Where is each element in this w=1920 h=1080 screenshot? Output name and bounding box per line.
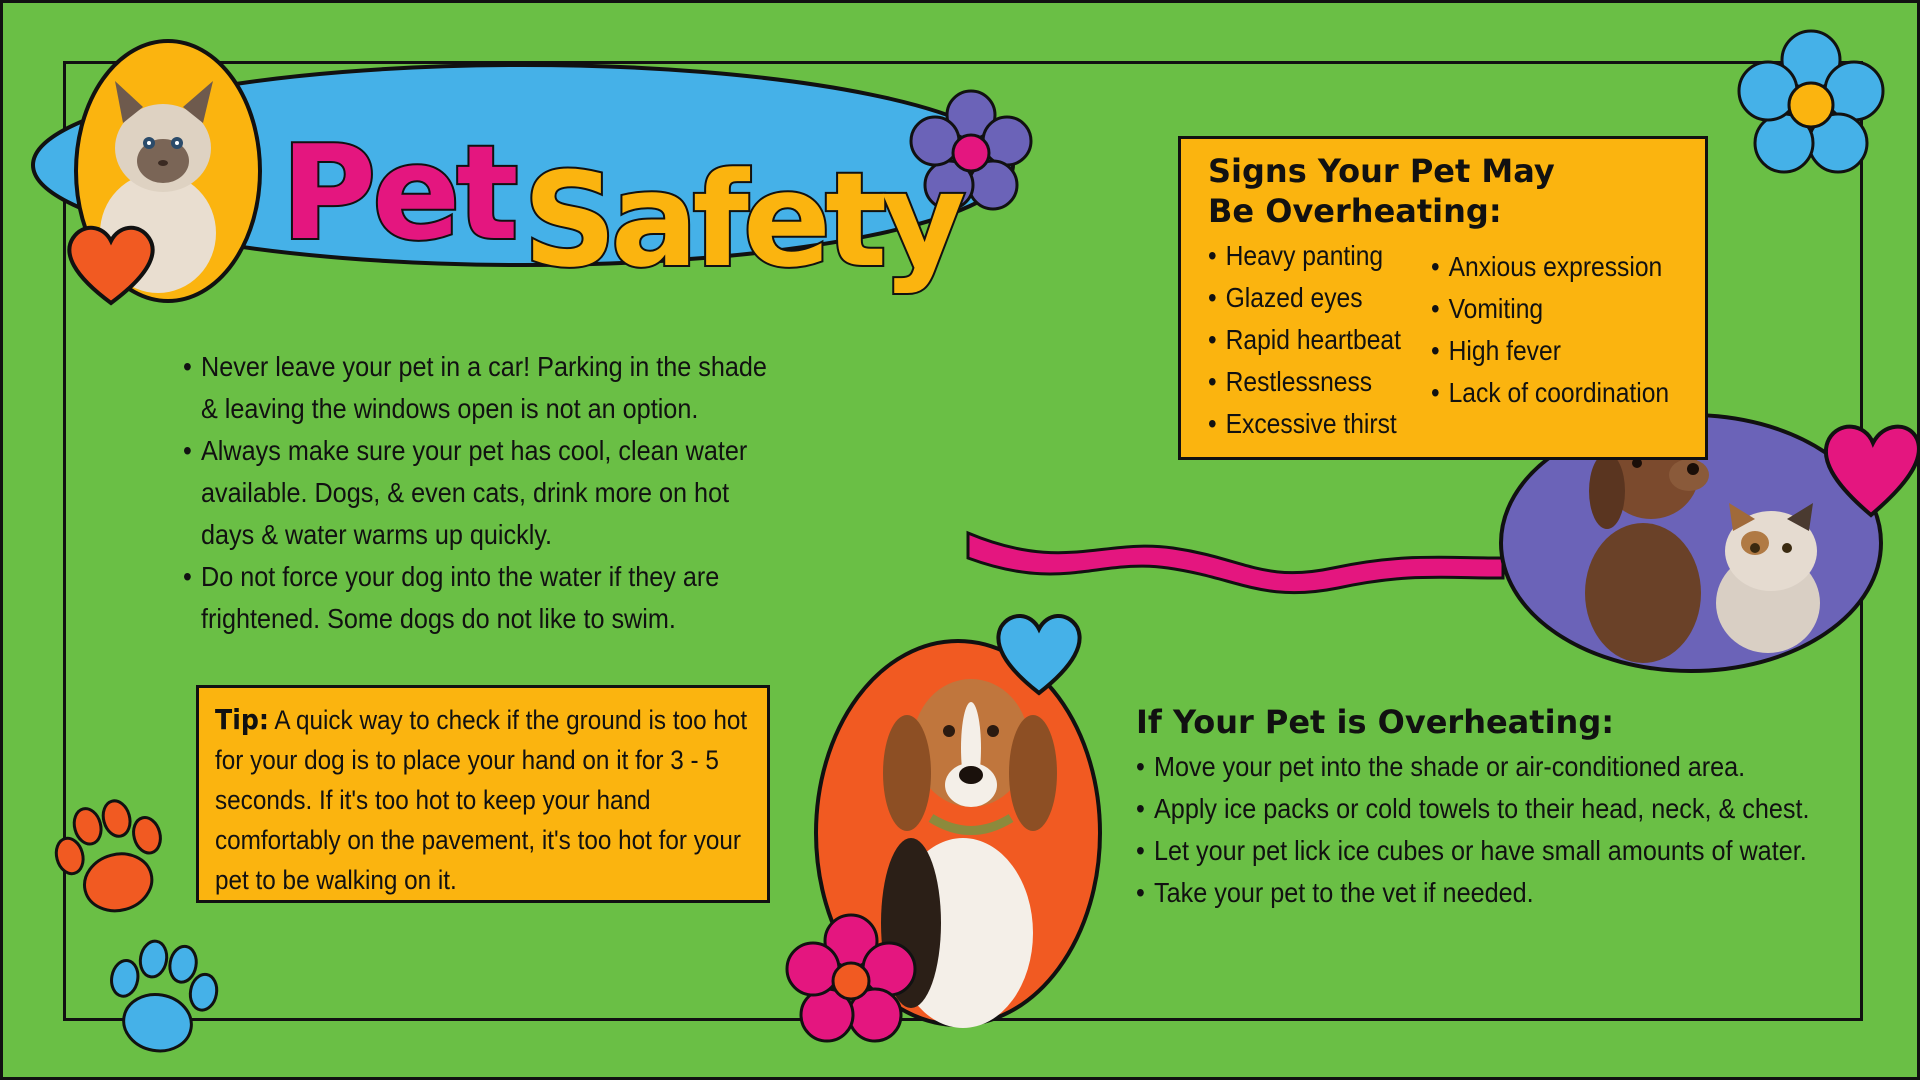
paw-print-icon	[100, 935, 223, 1060]
wave-decoration	[968, 533, 1503, 593]
list-item: • Glazed eyes	[1208, 277, 1437, 319]
list-item: • Rapid heartbeat	[1208, 319, 1437, 361]
list-item: • Let your pet lick ice cubes or have small amounts of water.	[1136, 830, 1820, 872]
tip-text: A quick way to check if the ground is too hot for your dog is to place your hand on it for 3 - 5 seconds. If it's too hot to keep your hand comfortably on the pavement, it's too hot for your pet to be walking on it.	[215, 705, 748, 895]
list-item: • Heavy panting	[1208, 235, 1437, 277]
tip-paragraph	[215, 700, 755, 900]
list-item: • Apply ice packs or cold towels to their head, neck, & chest.	[1136, 788, 1820, 830]
list-item: • Anxious expression	[1431, 246, 1695, 288]
signs-list-right	[1431, 246, 1695, 414]
list-item: • Move your pet into the shade or air-conditioned area.	[1136, 746, 1820, 788]
list-item: • Do not force your dog into the water if they are frightened. Some dogs do not like to swim.	[183, 556, 777, 640]
list-item: • High fever	[1431, 330, 1695, 372]
tip-box	[196, 685, 770, 903]
title-word-pet: Pet	[281, 117, 515, 269]
signs-box	[1178, 136, 1708, 460]
list-item: • Take your pet to the vet if needed.	[1136, 872, 1820, 914]
list-item: • Vomiting	[1431, 288, 1695, 330]
list-item: • Restlessness	[1208, 361, 1437, 403]
list-item: • Lack of coordination	[1431, 372, 1695, 414]
signs-title: Signs Your Pet May Be Overheating:	[1208, 152, 1555, 230]
flower-icon	[1739, 31, 1883, 172]
list-item: • Always make sure your pet has cool, clean water available. Dogs, & even cats, drink more on hot days & water warms up quickly.	[183, 430, 777, 556]
signs-list-left	[1208, 235, 1437, 445]
list-item: • Never leave your pet in a car! Parking in the shade & leaving the windows open is not an option.	[183, 346, 777, 430]
paw-print-icon	[46, 791, 176, 923]
title-word-safety: Safety	[523, 144, 960, 296]
main-tips-list	[183, 346, 777, 640]
tip-label: Tip:	[215, 703, 269, 736]
overheating-list	[1136, 746, 1820, 914]
overheating-title: If Your Pet is Overheating:	[1136, 703, 1615, 741]
list-item: • Excessive thirst	[1208, 403, 1437, 445]
